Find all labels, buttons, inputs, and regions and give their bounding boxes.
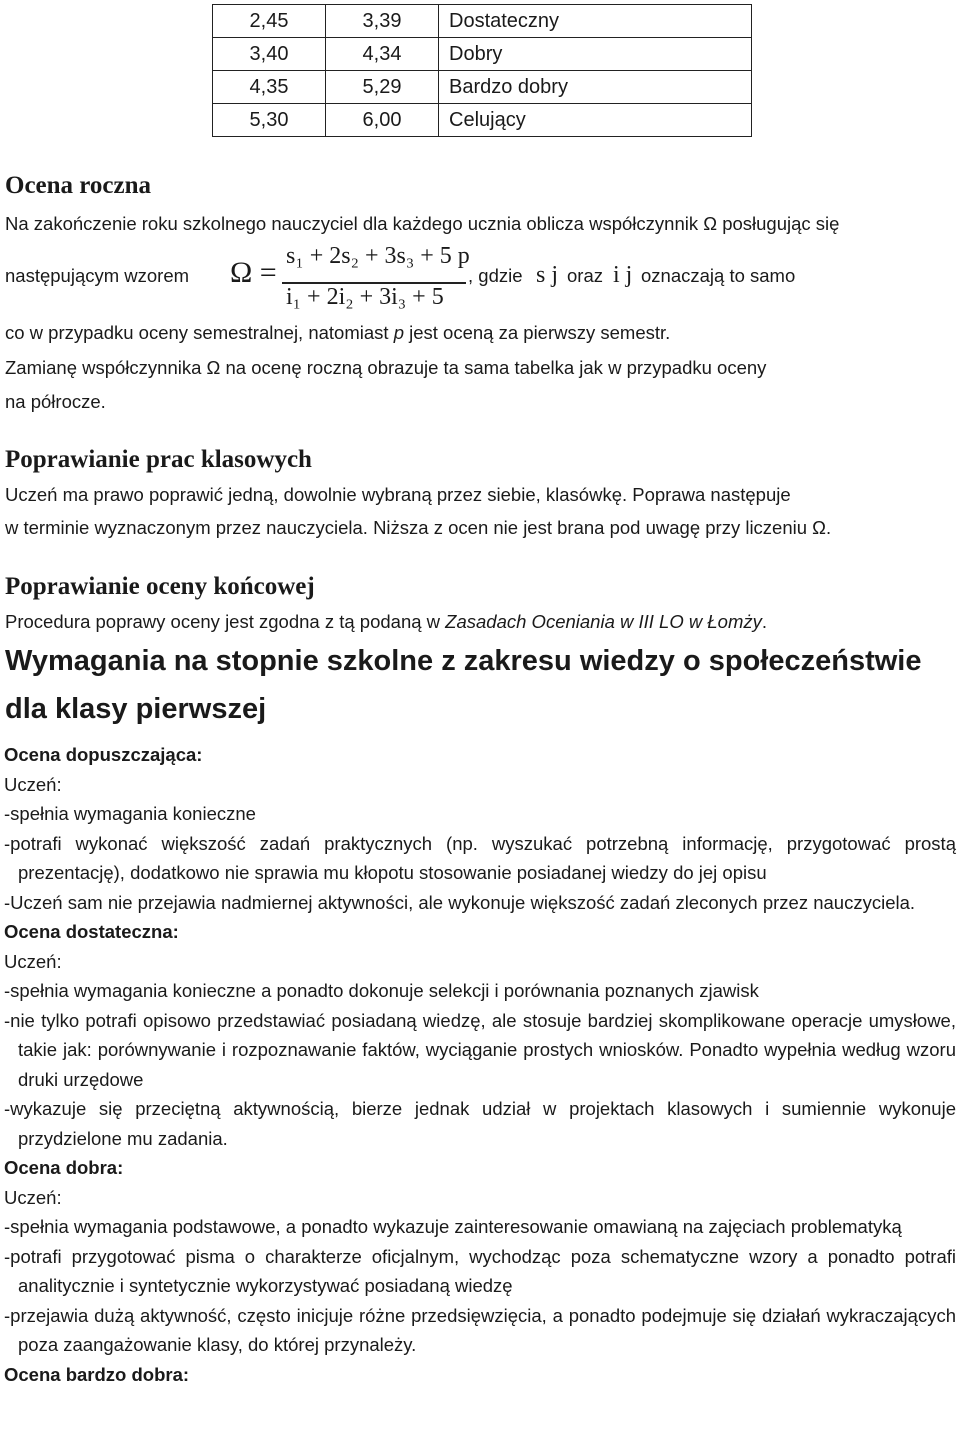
table-row [213,104,752,137]
list-item: -nie tylko potrafi opisowo przedstawiać posiadaną wiedzę, ale stosuje bardziej skomplikowane operacje umysłowe, takie jak: porównywanie i rozpoznawanie faktów, wyciąganie prostych wniosków. Ponadto wypełnia według wzoru druki urzędowe [4,1009,956,1090]
table-cell: Bardzo dobry [439,71,752,104]
list-item: -potrafi przygotować pisma o charakterze oficjalnym, wychodząc poza schematyczne wzory a ponadto potrafi analitycznie i syntetycznie wykorzystywać posiadaną wiedzę [4,1245,956,1296]
paragraph-line [5,607,767,636]
text-italic: Zasadach Oceniania w III LO w Łomży [445,611,762,632]
requirements-title-line1: Wymagania na stopnie szkolne z zakresu wiedzy o społeczeństwie [5,645,922,677]
list-item: -Uczeń sam nie przejawia nadmiernej aktywności, ale wykonuje większość zadań zleconych przez nauczyciela. [4,891,916,913]
grade-label: Ocena dobra: [4,1157,124,1178]
table-cell: 5,29 [326,71,439,104]
list-item: -wykazuje się przeciętną aktywnością, bierze jednak udział w projektach klasowych i sumiennie wykonuje przydzielone mu zadania. [4,1098,956,1149]
text-part: Procedura poprawy oceny jest zgodna z tą podaną w [5,611,446,632]
table-cell: 3,40 [213,38,326,71]
formula-oraz: oraz [567,265,603,286]
grade-label: Ocena bardzo dobra: [4,1363,190,1385]
list-item: -potrafi wykonać większość zadań praktycznych (np. wyszukać potrzebną informację, przygotować prostą prezentację), dodatkowo nie sprawia mu kłopotu stosowanie posiadanej wiedzy do jej opisu [4,832,956,883]
table-cell: 6,00 [326,104,439,137]
text-italic: p [393,322,404,343]
table-cell: Dostateczny [439,5,752,38]
formula-sj: s j [536,262,559,288]
formula-gdzie: , gdzie [468,265,523,286]
table-cell: 2,45 [213,5,326,38]
formula-ij: i j [613,262,633,288]
formula-prefix: następującym wzorem [5,265,190,286]
section-heading-annual: Ocena roczna [5,172,152,199]
table-row [213,38,752,71]
omega-symbol: Ω = [230,256,277,289]
table-cell: Dobry [439,38,752,71]
section-heading-final: Poprawianie oceny końcowej [5,573,315,600]
table-cell: 4,34 [326,38,439,71]
grade-label: Ocena dopuszczająca: [4,744,203,765]
paragraph-line [5,318,670,347]
table-cell: Celujący [439,104,752,137]
table-row [213,71,752,104]
grade-label: Ocena dostateczna: [4,921,179,942]
table-row [213,5,752,38]
text-part: . [761,611,768,632]
paragraph-line: na półrocze. [5,391,106,412]
requirements-list [4,740,956,1389]
student-label: Uczeń: [4,950,62,972]
student-label: Uczeń: [4,1186,62,1208]
text-part: co w przypadku oceny semestralnej, natomiast [5,322,394,343]
list-item: -przejawia dużą aktywność, często inicjuje różne przedsięwzięcia, a ponadto podejmuje się działań wykraczających poza zaangażowanie klasy, do której przynależy. [4,1304,956,1355]
paragraph-line: w terminie wyznaczonym przez nauczyciela. Niższa z ocen nie jest brana pod uwagę przy liczeniu Ω. [5,517,832,538]
grade-table [212,4,752,137]
table-cell: 4,35 [213,71,326,104]
list-item: -spełnia wymagania konieczne a ponadto dokonuje selekcji i porównania poznanych zjawisk [4,980,759,1001]
paragraph-line: Na zakończenie roku szkolnego nauczyciel dla każdego ucznia oblicza współczynnik Ω posługując się [5,213,840,234]
paragraph-line: Uczeń ma prawo poprawić jedną, dowolnie wybraną przez siebie, klasówkę. Poprawa następuje [5,484,791,505]
table-cell: 5,30 [213,104,326,137]
formula-denominator: i₁ + 2i₂ + 3i₃ + 5 [286,284,444,310]
text-part: jest oceną za pierwszy semestr. [403,322,671,343]
paragraph-line: Zamianę współczynnika Ω na ocenę roczną obrazuje ta sama tabelka jak w przypadku oceny [5,357,767,378]
formula-numerator: s₁ + 2s₂ + 3s₃ + 5 p [286,243,470,269]
formula-tail: oznaczają to samo [641,265,796,286]
list-item: -spełnia wymagania konieczne [4,803,256,824]
section-heading-correction: Poprawianie prac klasowych [5,446,312,473]
table-cell: 3,39 [326,5,439,38]
student-label: Uczeń: [4,773,62,795]
requirements-title-line2: dla klasy pierwszej [5,693,267,725]
list-item: -spełnia wymagania podstawowe, a ponadto wykazuje zainteresowanie omawianą na zajęciach problematyką [4,1216,902,1237]
